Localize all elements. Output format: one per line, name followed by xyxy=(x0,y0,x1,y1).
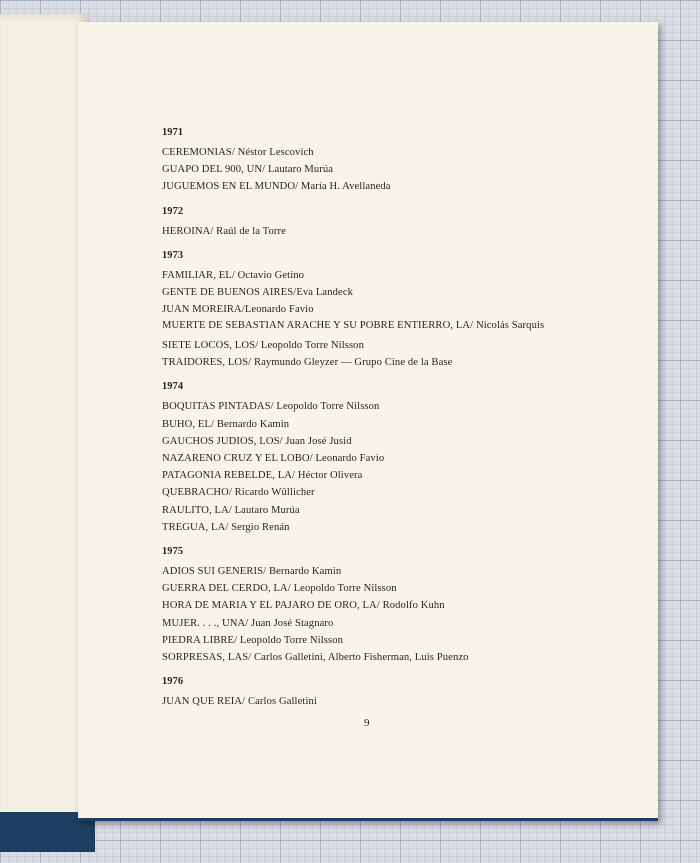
year-heading: 1972 xyxy=(162,205,184,217)
film-entry: GUERRA DEL CERDO, LA/ Leopoldo Torre Nilsson xyxy=(162,583,397,595)
film-entry: GENTE DE BUENOS AIRES/Eva Landeck xyxy=(162,287,354,299)
film-entry: JUGUEMOS EN EL MUNDO/ María H. Avellaneda xyxy=(162,181,391,193)
film-entry: ADIOS SUI GENERIS/ Bernardo Kamin xyxy=(162,565,342,577)
year-section-1972 xyxy=(162,205,642,240)
filmography-list xyxy=(162,126,642,719)
film-entry: MUJER. . . ., UNA/ Juan José Stagnaro xyxy=(162,617,334,629)
year-heading: 1976 xyxy=(162,676,184,688)
year-heading: 1973 xyxy=(162,249,184,261)
left-page xyxy=(0,14,89,850)
year-section-1974 xyxy=(162,380,642,536)
film-entry: QUEBRACHO/ Ricardo Wüllicher xyxy=(162,487,315,499)
film-entry: TRAIDORES, LOS/ Raymundo Gleyzer — Grupo Cine de la Base xyxy=(162,357,453,369)
film-entry: MUERTE DE SEBASTIAN ARACHE Y SU POBRE ENTIERRO, LA/ Nicolás Sarquis xyxy=(162,320,545,332)
film-entry: BOQUITAS PINTADAS/ Leopoldo Torre Nilsson xyxy=(162,401,380,413)
year-heading: 1975 xyxy=(162,545,184,557)
film-entry: GUAPO DEL 900, UN/ Lautaro Murúa xyxy=(162,164,334,176)
film-entry: NAZARENO CRUZ Y EL LOBO/ Leonardo Favio xyxy=(162,452,385,464)
film-entry: GAUCHOS JUDIOS, LOS/ Juan José Jusid xyxy=(162,435,352,447)
film-entry: PIEDRA LIBRE/ Leopoldo Torre Nilsson xyxy=(162,634,343,646)
film-entry: SORPRESAS, LAS/ Carlos Galletini, Alberto Fisherman, Luis Puenzo xyxy=(162,651,469,663)
film-entry: HEROINA/ Raúl de la Torre xyxy=(162,225,286,237)
year-section-1975 xyxy=(162,545,642,666)
year-section-1973 xyxy=(162,249,642,372)
film-entry: JUAN MOREIRA/Leonardo Favio xyxy=(162,304,314,316)
film-entry: JUAN QUE REIA/ Carlos Galletini xyxy=(162,696,317,708)
film-entry: FAMILIAR, EL/ Octavio Getino xyxy=(162,269,305,281)
film-entry: HORA DE MARIA Y EL PAJARO DE ORO, LA/ Rodolfo Kuhn xyxy=(162,600,445,612)
film-entry: CEREMONIAS/ Néstor Lescovich xyxy=(162,147,314,158)
book-page xyxy=(78,22,658,821)
page-number: 9 xyxy=(364,717,370,729)
film-entry: SIETE LOCOS, LOS/ Leopoldo Torre Nilsson xyxy=(162,339,364,351)
film-entry: PATAGONIA REBELDE, LA/ Héctor Olivera xyxy=(162,470,363,482)
year-heading: 1971 xyxy=(162,127,184,138)
year-section-1971 xyxy=(162,126,642,196)
year-heading: 1974 xyxy=(162,381,184,393)
year-section-1976 xyxy=(162,675,642,710)
film-entry: TREGUA, LA/ Sergio Renán xyxy=(162,521,290,533)
film-entry: RAULITO, LA/ Lautaro Murúa xyxy=(162,504,300,516)
film-entry: BUHO, EL/ Bernardo Kamin xyxy=(162,418,290,430)
